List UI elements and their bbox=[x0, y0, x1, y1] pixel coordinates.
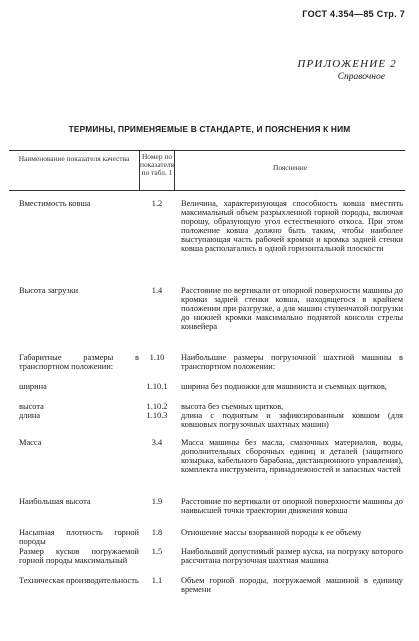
term-name: Высота загрузки bbox=[19, 286, 79, 295]
term-number: 1.10 bbox=[149, 353, 165, 362]
term-explanation: Объем горной породы, погружаемой машиной в единицу времени bbox=[181, 576, 403, 595]
term-name: Габаритные размеры в транспортном положении: bbox=[19, 353, 139, 372]
term-name: Насыпная плотность горной породы bbox=[19, 528, 139, 547]
term-name: Размер кусков погружаемой горной породы максимальный bbox=[19, 547, 139, 566]
term-number: 1.10.2 bbox=[146, 402, 168, 411]
term-name: длина bbox=[19, 411, 41, 420]
term-explanation: Расстояние по вертикали от опорной поверхности машины до наивысшей точки траектории движения ковша bbox=[181, 497, 403, 516]
term-name: ширина bbox=[19, 382, 47, 391]
term-explanation: ширина без подножки для машиниста и съемных щитков, bbox=[181, 382, 387, 391]
term-explanation: Расстояние по вертикали от опорной поверхности машины до кромки задней стенки ковша, находящегося в крайнем положении при разгрузке, а для машин ступенчатой погрузки до нижней кромки максимально поднятой консоли стрелы конвейера bbox=[181, 286, 403, 332]
term-number: 1.9 bbox=[151, 497, 163, 506]
term-explanation: Величина, характеризующая способность ковша вместить максимальный объем разрыхленной горной породы, включая порошу, образующую угол естественного откоса. При этом положение ковша должно быть таким, чтобы наиболее выступающая часть рабочей кромки и кромка задней стенки ковша располагались в одной горизонтальной плоскости bbox=[181, 199, 403, 254]
term-number: 1.8 bbox=[151, 528, 163, 537]
term-name: Техническая производительность bbox=[19, 576, 139, 585]
term-name: Масса bbox=[19, 438, 42, 447]
term-number: 1.1 bbox=[151, 576, 163, 585]
appendix-kind: Справочное bbox=[337, 72, 385, 82]
column-header-number: Номер по показателя по табл. 1 bbox=[140, 152, 175, 178]
term-explanation: Масса машины без масла, смазочных материалов, воды, дополнительных сборочных единиц и деталей (защитного козырька, кабельного барабана, дистанционного управления), комплекта инструмента, принадлежностей и запасных частей bbox=[181, 438, 403, 475]
term-explanation: Наибольший допустимый размер куска, на погрузку которого рассчитана погрузочная шахтная машина bbox=[181, 547, 403, 566]
term-number: 1.4 bbox=[151, 286, 163, 295]
term-explanation: длина с поднятым и зафиксированным ковшом (для ковшовых погрузочных шахтных машин) bbox=[181, 411, 403, 430]
term-number: 1.2 bbox=[151, 199, 163, 208]
term-explanation: Наибольшие размеры погрузочной шахтной машины в транспортном положении: bbox=[181, 353, 403, 372]
table-top-rule bbox=[9, 150, 405, 151]
term-number: 3.4 bbox=[151, 438, 163, 447]
term-name: Вместимость ковша bbox=[19, 199, 91, 208]
running-title: ГОСТ 4.354—85 Стр. 7 bbox=[302, 9, 405, 19]
column-header-name: Наименование показателя качества bbox=[18, 154, 130, 163]
terms-table bbox=[9, 150, 405, 632]
term-number: 1.5 bbox=[151, 547, 163, 556]
term-number: 1.10.1 bbox=[146, 382, 168, 391]
appendix-label: ПРИЛОЖЕНИЕ 2 bbox=[297, 58, 397, 70]
section-title: ТЕРМИНЫ, ПРИМЕНЯЕМЫЕ В СТАНДАРТЕ, И ПОЯСНЕНИЯ К НИМ bbox=[68, 124, 351, 134]
term-name: Наибольшая высота bbox=[19, 497, 91, 506]
table-header-rule bbox=[9, 190, 405, 191]
term-name: высота bbox=[19, 402, 44, 411]
term-explanation: Отношение массы взорванной породы к ее объему bbox=[181, 528, 362, 537]
term-number: 1.10.3 bbox=[146, 411, 168, 420]
term-explanation: высота без съемных щитков, bbox=[181, 402, 284, 411]
column-header-explanation: Пояснение bbox=[273, 163, 307, 172]
